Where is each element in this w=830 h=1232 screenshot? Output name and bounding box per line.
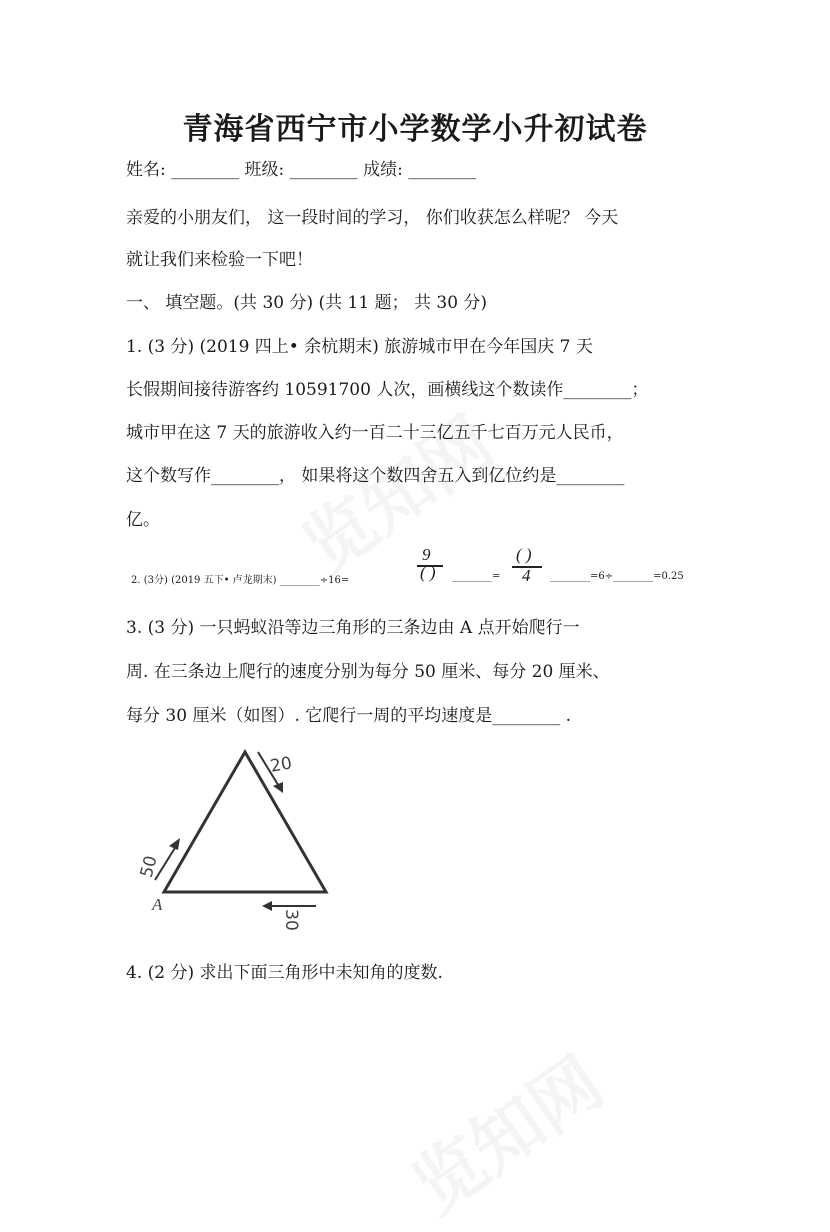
q2-frac2-numerator: ( ) bbox=[516, 545, 532, 564]
q3-line-1: 3. (3 分) 一只蚂蚁沿等边三角形的三条边由 A 点开始爬行一 bbox=[126, 618, 580, 638]
q3-line-3: 每分 30 厘米（如图）. 它爬行一周的平均速度是________ . bbox=[126, 706, 572, 726]
q2-frac1-denominator: ( ) bbox=[420, 563, 436, 582]
q1-line-1: 1. (3 分) (2019 四上• 余杭期末) 旅游城市甲在今年国庆 7 天 bbox=[126, 337, 593, 357]
student-info-line: 姓名: ________ 班级: ________ 成绩: ________ bbox=[126, 160, 477, 180]
q2-prefix: 2. (3分) (2019 五下• 卢龙期末) ________÷16= bbox=[131, 575, 350, 586]
page-title: 青海省西宁市小学数学小升初试卷 bbox=[182, 112, 648, 147]
q3-line-2: 周. 在三条边上爬行的速度分别为每分 50 厘米、每分 20 厘米、 bbox=[126, 662, 610, 682]
q2-frac2-denominator: 4 bbox=[522, 566, 531, 585]
label-a: A bbox=[152, 895, 163, 914]
label-20: 20 bbox=[268, 753, 294, 777]
q1-line-5: 亿。 bbox=[126, 510, 160, 530]
intro-line-1: 亲爱的小朋友们， 这一段时间的学习， 你们收获怎么样呢？ 今天 bbox=[126, 208, 619, 228]
triangle-shape bbox=[164, 752, 326, 892]
section-heading: 一、 填空题。(共 30 分) (共 11 题； 共 30 分) bbox=[126, 293, 488, 313]
watermark-bottom bbox=[390, 1029, 620, 1232]
arrow-30-head bbox=[262, 901, 272, 911]
intro-line-2: 就让我们来检验一下吧！ bbox=[126, 250, 313, 270]
q4-line-1: 4. (2 分) 求出下面三角形中未知角的度数. bbox=[126, 963, 443, 983]
q1-line-2: 长假期间接待游客约 10591700 人次，画横线这个数读作________； bbox=[126, 380, 649, 400]
q2-frac1-numerator: 9 bbox=[422, 545, 431, 564]
q2-suffix: ________=6÷________=0.25 bbox=[550, 571, 684, 582]
q1-line-4: 这个数写作________， 如果将这个数四舍五入到亿位约是________ bbox=[126, 466, 625, 486]
label-30: 30 bbox=[281, 909, 301, 931]
label-50: 50 bbox=[136, 853, 162, 880]
arrow-50-head bbox=[169, 838, 180, 850]
q1-line-3: 城市甲在这 7 天的旅游收入约一百二十三亿五千七百万元人民币， bbox=[126, 423, 624, 443]
triangle-figure bbox=[120, 740, 360, 940]
q2-blank-eq: ________= bbox=[452, 571, 501, 582]
